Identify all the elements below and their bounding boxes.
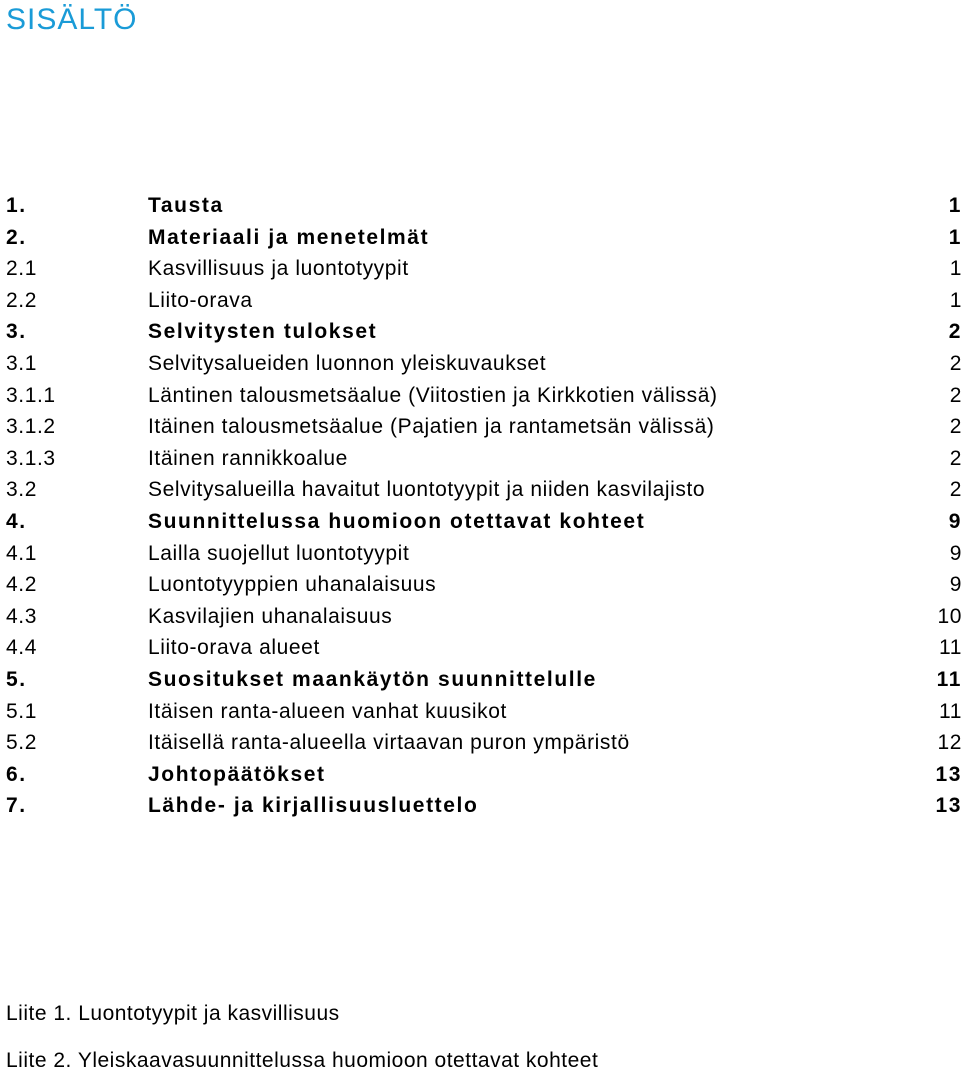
- toc-entry-title: Itäinen talousmetsäalue (Pajatien ja rantametsän välissä): [148, 415, 715, 439]
- toc-entry-title: Selvitysten tulokset: [148, 320, 378, 344]
- toc-entry: [6, 316, 962, 348]
- toc-entry: [6, 506, 962, 538]
- toc-entry-number: 2.2: [6, 288, 37, 312]
- toc-entry-number: 6.: [6, 762, 27, 786]
- toc-entry-number: 4.: [6, 509, 27, 533]
- toc-entry: [6, 443, 962, 475]
- toc-entry-number: 2.1: [6, 257, 37, 281]
- toc-entry: [6, 411, 962, 443]
- toc-entry-title: Läntinen talousmetsäalue (Viitostien ja Kirkkotien välissä): [148, 383, 718, 407]
- toc-entry-title: Lähde- ja kirjallisuusluettelo: [148, 794, 479, 818]
- toc-entry-page-number: 13: [935, 794, 962, 818]
- toc-entry-number: 2.: [6, 225, 27, 249]
- toc-entry: [6, 696, 962, 728]
- toc-entry: [6, 222, 962, 254]
- toc-entry: [6, 380, 962, 412]
- toc-entry-page-number: 1: [948, 225, 962, 249]
- toc-entry-page-number: 12: [937, 731, 962, 755]
- toc-entry-title: Itäisen ranta-alueen vanhat kuusikot: [148, 699, 507, 723]
- toc-entry-title: Liito-orava alueet: [148, 636, 320, 660]
- toc-entry-number: 7.: [6, 794, 27, 818]
- toc-entry-page-number: 1: [948, 194, 962, 217]
- toc-entry-number: 3.1.3: [6, 446, 56, 470]
- toc-entry-number: 3.1: [6, 351, 37, 375]
- toc-entry-title: Kasvilajien uhanalaisuus: [148, 604, 393, 628]
- toc-entry-page-number: 13: [935, 762, 962, 786]
- toc-entry: [6, 538, 962, 570]
- toc-entry: [6, 727, 962, 759]
- toc-entry-title: Lailla suojellut luontotyypit: [148, 541, 410, 565]
- toc-entry-title: Selvitysalueilla havaitut luontotyypit ja niiden kasvilajisto: [148, 478, 706, 502]
- toc-entry: [6, 790, 962, 822]
- toc-entry-number: 4.1: [6, 541, 37, 565]
- toc-entry: [6, 632, 962, 664]
- toc-entry-page-number: 2: [949, 446, 962, 470]
- appendix-1: Liite 1. Luontotyypit ja kasvillisuus: [6, 1002, 340, 1025]
- toc-entry-page-number: 11: [939, 636, 962, 660]
- toc-entry-page-number: 9: [948, 509, 962, 533]
- toc-entry-title: Suunnittelussa huomioon otettavat kohteet: [148, 509, 646, 533]
- toc-entry-title: Tausta: [148, 194, 224, 217]
- toc-entry: [6, 253, 962, 285]
- toc-entry-number: 1.: [6, 194, 27, 217]
- appendix-2: Liite 2. Yleiskaavasuunnittelussa huomioon otettavat kohteet: [6, 1049, 599, 1072]
- toc-entry-title: Itäinen rannikkoalue: [148, 446, 348, 470]
- toc-entry-number: 3.: [6, 320, 27, 344]
- toc-entry-page-number: 2: [949, 415, 962, 439]
- toc-entry-number: 5.1: [6, 699, 37, 723]
- toc-entry: [6, 759, 962, 791]
- toc-entry: [6, 601, 962, 633]
- toc-entry-page-number: 2: [949, 383, 962, 407]
- toc-entry-number: 3.1.1: [6, 383, 56, 407]
- table-of-contents: [6, 190, 962, 822]
- toc-entry-page-number: 2: [948, 320, 962, 344]
- toc-entry-page-number: 1: [949, 257, 962, 281]
- toc-entry-title: Luontotyyppien uhanalaisuus: [148, 573, 437, 597]
- toc-entry-number: 5.: [6, 667, 27, 691]
- toc-entry-number: 3.1.2: [6, 415, 56, 439]
- toc-entry-title: Liito-orava: [148, 288, 253, 312]
- toc-entry-number: 4.2: [6, 573, 37, 597]
- toc-entry-number: 3.2: [6, 478, 37, 502]
- toc-entry-title: Itäisellä ranta-alueella virtaavan puron ympäristö: [148, 731, 630, 755]
- toc-entry: [6, 348, 962, 380]
- page-title: SISÄLTÖ: [6, 3, 138, 36]
- toc-entry-title: Selvitysalueiden luonnon yleiskuvaukset: [148, 351, 547, 375]
- toc-entry-page-number: 11: [936, 667, 962, 691]
- toc-entry: [6, 664, 962, 696]
- toc-entry-title: Materiaali ja menetelmät: [148, 225, 430, 249]
- toc-entry: [6, 474, 962, 506]
- toc-entry-title: Kasvillisuus ja luontotyypit: [148, 257, 409, 281]
- toc-entry-title: Suositukset maankäytön suunnittelulle: [148, 667, 597, 691]
- toc-entry-page-number: 9: [949, 541, 962, 565]
- toc-entry-page-number: 9: [949, 573, 962, 597]
- toc-entry: [6, 285, 962, 317]
- toc-entry-page-number: 2: [949, 351, 962, 375]
- toc-entry-page-number: 10: [937, 604, 962, 628]
- toc-entry: [6, 190, 962, 222]
- toc-entry-title: Johtopäätökset: [148, 762, 326, 786]
- toc-entry-number: 4.4: [6, 636, 37, 660]
- toc-entry-page-number: 11: [939, 699, 962, 723]
- toc-entry: [6, 569, 962, 601]
- toc-entry-number: 4.3: [6, 604, 37, 628]
- toc-entry-page-number: 1: [949, 288, 962, 312]
- toc-entry-number: 5.2: [6, 731, 37, 755]
- toc-entry-page-number: 2: [949, 478, 962, 502]
